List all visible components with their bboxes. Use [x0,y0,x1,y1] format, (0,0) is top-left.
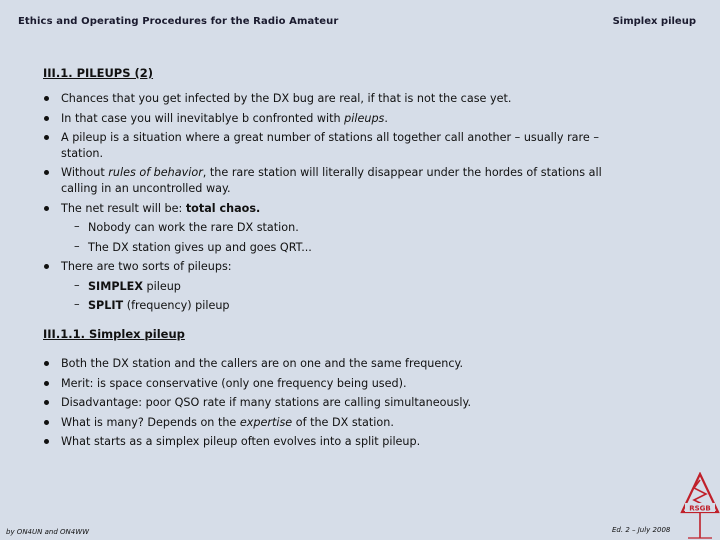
bullet-text: In that case you will inevitablye b confronted with pileups. [61,112,388,125]
bullet-dot [44,420,49,425]
sub-bullet-text: The DX station gives up and goes QRT... [88,241,312,254]
bullet-dot [44,264,49,269]
rsgb-logo-icon [680,472,720,540]
bullet-dot [44,116,49,121]
bullet-text: The net result will be: total chaos. [61,202,261,215]
section-title-simplex: III.1.1. Simplex pileup [43,327,185,341]
dash-marker: – [74,240,80,253]
header-right-title: Simplex pileup [612,16,696,27]
dash-marker: – [74,298,80,311]
emphasis-split: SPLIT [88,299,124,312]
emphasis-expertise: expertise [239,416,293,429]
bullet-dot [44,135,49,140]
bullet-text: What starts as a simplex pileup often evolves into a split pileup. [61,435,421,448]
bullet-dot [44,400,49,405]
bullet-text: A pileup is a situation where a great number of stations all together call another – usually rare – [61,131,599,144]
sub-bullet-text: Nobody can work the rare DX station. [88,221,299,234]
footer-authors: by ON4UN and ON4WW [6,528,90,536]
section-title-pileups: III.1. PILEUPS (2) [43,66,154,80]
bullet-text-continuation: calling in an uncontrolled way. [61,182,231,195]
bullet-dot [44,381,49,386]
bullet-text: Disadvantage: poor QSO rate if many stations are calling simultaneously. [61,396,472,409]
bullet-text: Chances that you get infected by the DX bug are real, if that is not the case yet. [61,92,512,105]
bullet-dot [44,439,49,444]
bullet-dot [44,206,49,211]
dash-marker: – [74,279,80,292]
sub-bullet-text: SPLIT (frequency) pileup [88,299,230,312]
bullet-text-continuation: station. [61,147,104,160]
bullet-text: Merit: is space conservative (only one frequency being used). [61,377,407,390]
bullet-text: Both the DX station and the callers are on one and the same frequency. [61,357,464,370]
emphasis-pileups: pileups [344,112,385,125]
bullet-dot [44,361,49,366]
bullet-dot [44,96,49,101]
bullet-text: There are two sorts of pileups: [61,260,232,273]
bullet-dot [44,170,49,175]
bullet-text: Without rules of behavior, the rare station will literally disappear under the hordes of stations all [61,166,602,179]
footer-edition: Ed. 2 – July 2008 [612,526,671,534]
sub-bullet-text: SIMPLEX pileup [88,280,181,293]
bullet-text: What is many? Depends on the expertise of the DX station. [61,416,394,429]
emphasis-total-chaos: total chaos. [185,202,261,215]
dash-marker: – [74,220,80,233]
emphasis-rules: rules of behavior [108,166,203,179]
logo-text: RSGB [689,504,711,513]
emphasis-simplex: SIMPLEX [88,280,143,293]
header-left-title: Ethics and Operating Procedures for the Radio Amateur [18,16,339,27]
